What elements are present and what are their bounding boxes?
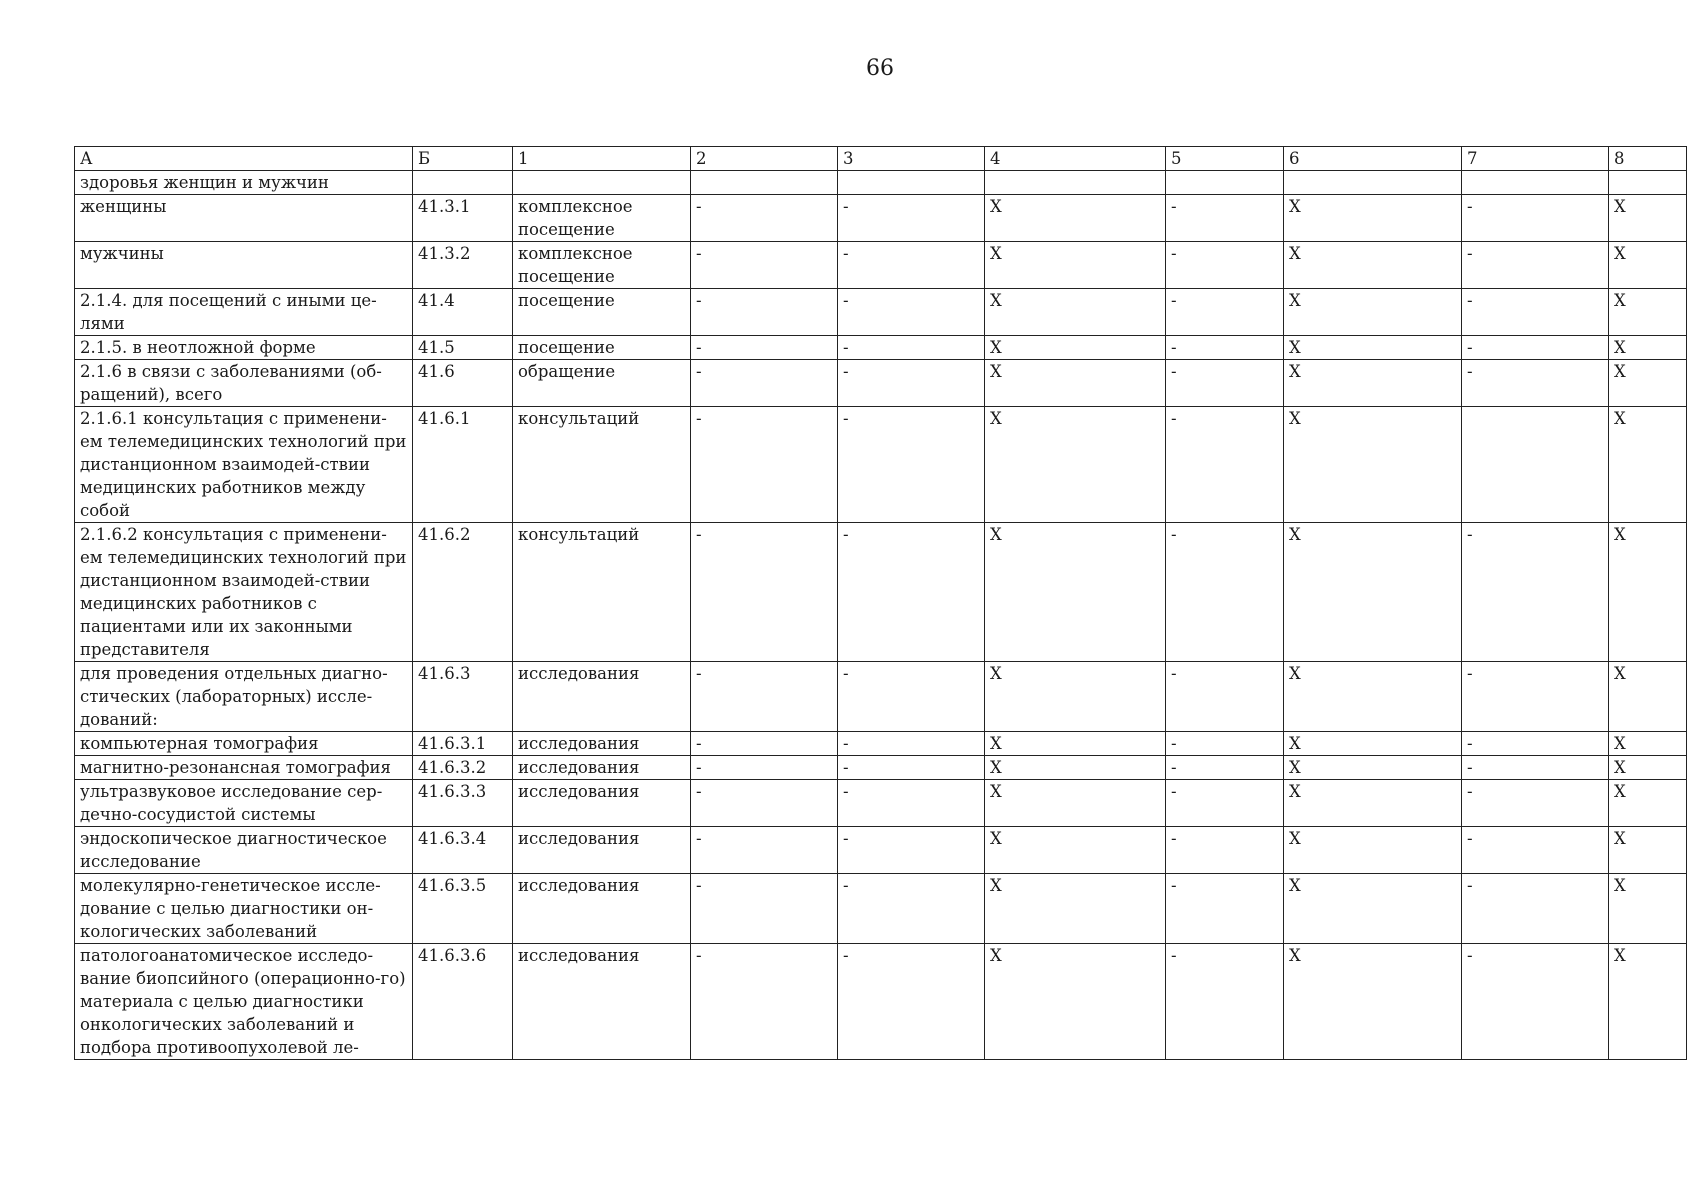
cell-code: 41.6.3.4 <box>413 827 513 874</box>
cell-col-3: - <box>838 756 985 780</box>
cell-col-8: X <box>1609 662 1687 732</box>
table-row <box>75 407 1687 523</box>
cell-unit: посещение <box>513 336 691 360</box>
cell-unit <box>513 171 691 195</box>
cell-col-8: X <box>1609 780 1687 827</box>
cell-col-6: X <box>1284 874 1462 944</box>
document-table <box>74 146 1687 1060</box>
cell-col-3: - <box>838 407 985 523</box>
cell-unit: комплексное посещение <box>513 195 691 242</box>
cell-col-6: X <box>1284 732 1462 756</box>
cell-name: 2.1.6 в связи с заболеваниями (об-ращений), всего <box>75 360 413 407</box>
cell-code <box>413 171 513 195</box>
cell-col-8: X <box>1609 827 1687 874</box>
cell-code: 41.6 <box>413 360 513 407</box>
cell-code: 41.4 <box>413 289 513 336</box>
cell-name: молекулярно-генетическое иссле-дование с целью диагностики он-кологических заболеваний <box>75 874 413 944</box>
cell-col-7 <box>1462 407 1609 523</box>
cell-unit: комплексное посещение <box>513 242 691 289</box>
cell-col-5: - <box>1166 523 1284 662</box>
cell-col-5: - <box>1166 756 1284 780</box>
cell-col-6: X <box>1284 195 1462 242</box>
cell-name: патологоанатомическое исследо-вание биопсийного (операционно-го) материала с целью диагностики онкологических заболеваний и подбора противоопухолевой ле- <box>75 944 413 1060</box>
cell-name: 2.1.4. для посещений с иными це-лями <box>75 289 413 336</box>
cell-code: 41.6.3.2 <box>413 756 513 780</box>
cell-col-7: - <box>1462 780 1609 827</box>
cell-col-3: - <box>838 195 985 242</box>
cell-col-3 <box>838 171 985 195</box>
cell-col-4: X <box>985 874 1166 944</box>
cell-col-4: X <box>985 662 1166 732</box>
cell-col-7: - <box>1462 662 1609 732</box>
cell-col-3: - <box>838 827 985 874</box>
cell-col-2: - <box>691 732 838 756</box>
cell-col-6: X <box>1284 756 1462 780</box>
cell-col-8: X <box>1609 756 1687 780</box>
header-cell-4: 4 <box>985 147 1166 171</box>
cell-col-6: X <box>1284 780 1462 827</box>
table-row <box>75 171 1687 195</box>
header-cell-1: 1 <box>513 147 691 171</box>
cell-code: 41.6.3.1 <box>413 732 513 756</box>
cell-col-5: - <box>1166 407 1284 523</box>
cell-col-8: X <box>1609 195 1687 242</box>
table-row <box>75 336 1687 360</box>
table-header-row <box>75 147 1687 171</box>
cell-col-7: - <box>1462 944 1609 1060</box>
cell-unit: консультаций <box>513 523 691 662</box>
cell-unit: исследования <box>513 662 691 732</box>
cell-col-5: - <box>1166 289 1284 336</box>
cell-unit: исследования <box>513 780 691 827</box>
cell-name: ультразвуковое исследование сер-дечно-сосудистой системы <box>75 780 413 827</box>
cell-col-3: - <box>838 780 985 827</box>
cell-unit: посещение <box>513 289 691 336</box>
cell-col-8: X <box>1609 523 1687 662</box>
cell-name: для проведения отдельных диагно-стических (лабораторных) иссле-дований: <box>75 662 413 732</box>
cell-col-5: - <box>1166 732 1284 756</box>
cell-name: 2.1.5. в неотложной форме <box>75 336 413 360</box>
header-cell-8: 8 <box>1609 147 1687 171</box>
cell-col-4: X <box>985 523 1166 662</box>
cell-col-5: - <box>1166 944 1284 1060</box>
cell-col-7: - <box>1462 336 1609 360</box>
cell-col-6: X <box>1284 242 1462 289</box>
cell-col-6: X <box>1284 944 1462 1060</box>
cell-code: 41.6.3.6 <box>413 944 513 1060</box>
cell-col-6 <box>1284 171 1462 195</box>
header-cell-5: 5 <box>1166 147 1284 171</box>
cell-col-2 <box>691 171 838 195</box>
cell-col-2: - <box>691 944 838 1060</box>
table-row <box>75 732 1687 756</box>
cell-col-3: - <box>838 732 985 756</box>
cell-name: 2.1.6.2 консультация с применени-ем телемедицинских технологий при дистанционном взаимодей-ствии медицинских работников с пациентами или их законными представителя <box>75 523 413 662</box>
table-body <box>75 147 1687 1060</box>
page-number: 66 <box>866 56 894 81</box>
cell-col-4: X <box>985 336 1166 360</box>
cell-col-5: - <box>1166 242 1284 289</box>
table-row <box>75 780 1687 827</box>
table-row <box>75 756 1687 780</box>
header-cell-6: 6 <box>1284 147 1462 171</box>
cell-code: 41.6.2 <box>413 523 513 662</box>
cell-col-5: - <box>1166 662 1284 732</box>
cell-col-3: - <box>838 662 985 732</box>
cell-col-2: - <box>691 289 838 336</box>
cell-code: 41.6.3 <box>413 662 513 732</box>
cell-col-7: - <box>1462 874 1609 944</box>
cell-col-2: - <box>691 756 838 780</box>
cell-col-2: - <box>691 242 838 289</box>
cell-col-6: X <box>1284 289 1462 336</box>
cell-name: компьютерная томография <box>75 732 413 756</box>
cell-col-4: X <box>985 360 1166 407</box>
cell-col-7: - <box>1462 827 1609 874</box>
cell-col-2: - <box>691 827 838 874</box>
cell-col-6: X <box>1284 523 1462 662</box>
cell-col-5: - <box>1166 195 1284 242</box>
cell-col-4: X <box>985 944 1166 1060</box>
cell-name: 2.1.6.1 консультация с применени-ем телемедицинских технологий при дистанционном взаимодей-ствии медицинских работников между собой <box>75 407 413 523</box>
cell-col-4: X <box>985 242 1166 289</box>
table-row <box>75 195 1687 242</box>
cell-col-8: X <box>1609 944 1687 1060</box>
header-cell-a: А <box>75 147 413 171</box>
cell-col-3: - <box>838 944 985 1060</box>
cell-col-2: - <box>691 874 838 944</box>
cell-col-2: - <box>691 407 838 523</box>
cell-code: 41.3.1 <box>413 195 513 242</box>
cell-code: 41.5 <box>413 336 513 360</box>
cell-unit: исследования <box>513 944 691 1060</box>
cell-col-5: - <box>1166 780 1284 827</box>
cell-col-5: - <box>1166 874 1284 944</box>
table-row <box>75 242 1687 289</box>
cell-col-2: - <box>691 662 838 732</box>
cell-col-3: - <box>838 336 985 360</box>
cell-unit: исследования <box>513 732 691 756</box>
header-cell-7: 7 <box>1462 147 1609 171</box>
cell-col-6: X <box>1284 336 1462 360</box>
cell-code: 41.3.2 <box>413 242 513 289</box>
cell-col-8: X <box>1609 336 1687 360</box>
cell-col-2: - <box>691 360 838 407</box>
table-row <box>75 523 1687 662</box>
cell-col-4: X <box>985 289 1166 336</box>
cell-col-4: X <box>985 407 1166 523</box>
cell-col-7 <box>1462 171 1609 195</box>
cell-col-4 <box>985 171 1166 195</box>
header-cell-b: Б <box>413 147 513 171</box>
cell-name: мужчины <box>75 242 413 289</box>
cell-unit: исследования <box>513 874 691 944</box>
cell-col-3: - <box>838 289 985 336</box>
cell-col-5: - <box>1166 827 1284 874</box>
cell-col-5 <box>1166 171 1284 195</box>
cell-col-3: - <box>838 874 985 944</box>
cell-col-8: X <box>1609 242 1687 289</box>
cell-col-3: - <box>838 242 985 289</box>
cell-unit: исследования <box>513 827 691 874</box>
cell-code: 41.6.1 <box>413 407 513 523</box>
cell-col-6: X <box>1284 662 1462 732</box>
cell-col-3: - <box>838 360 985 407</box>
cell-col-4: X <box>985 732 1166 756</box>
table-row <box>75 289 1687 336</box>
cell-col-8: X <box>1609 289 1687 336</box>
cell-col-7: - <box>1462 195 1609 242</box>
cell-col-4: X <box>985 756 1166 780</box>
cell-col-7: - <box>1462 756 1609 780</box>
table-row <box>75 360 1687 407</box>
cell-name: здоровья женщин и мужчин <box>75 171 413 195</box>
cell-col-2: - <box>691 780 838 827</box>
cell-col-8: X <box>1609 874 1687 944</box>
cell-col-2: - <box>691 336 838 360</box>
cell-col-2: - <box>691 523 838 662</box>
table-row <box>75 944 1687 1060</box>
table-row <box>75 827 1687 874</box>
cell-col-8: X <box>1609 360 1687 407</box>
cell-col-8: X <box>1609 732 1687 756</box>
header-cell-2: 2 <box>691 147 838 171</box>
cell-unit: консультаций <box>513 407 691 523</box>
cell-name: магнитно-резонансная томография <box>75 756 413 780</box>
cell-col-8: X <box>1609 407 1687 523</box>
table-row <box>75 874 1687 944</box>
table-row <box>75 662 1687 732</box>
cell-col-7: - <box>1462 523 1609 662</box>
cell-col-7: - <box>1462 242 1609 289</box>
cell-col-6: X <box>1284 407 1462 523</box>
cell-unit: обращение <box>513 360 691 407</box>
cell-col-6: X <box>1284 360 1462 407</box>
cell-col-5: - <box>1166 336 1284 360</box>
cell-col-4: X <box>985 195 1166 242</box>
cell-col-2: - <box>691 195 838 242</box>
cell-col-4: X <box>985 827 1166 874</box>
cell-col-7: - <box>1462 732 1609 756</box>
cell-name: эндоскопическое диагностическое исследование <box>75 827 413 874</box>
cell-code: 41.6.3.3 <box>413 780 513 827</box>
cell-col-5: - <box>1166 360 1284 407</box>
cell-unit: исследования <box>513 756 691 780</box>
cell-col-7: - <box>1462 360 1609 407</box>
cell-col-8 <box>1609 171 1687 195</box>
cell-name: женщины <box>75 195 413 242</box>
cell-col-3: - <box>838 523 985 662</box>
cell-col-7: - <box>1462 289 1609 336</box>
cell-col-6: X <box>1284 827 1462 874</box>
cell-code: 41.6.3.5 <box>413 874 513 944</box>
header-cell-3: 3 <box>838 147 985 171</box>
cell-col-4: X <box>985 780 1166 827</box>
